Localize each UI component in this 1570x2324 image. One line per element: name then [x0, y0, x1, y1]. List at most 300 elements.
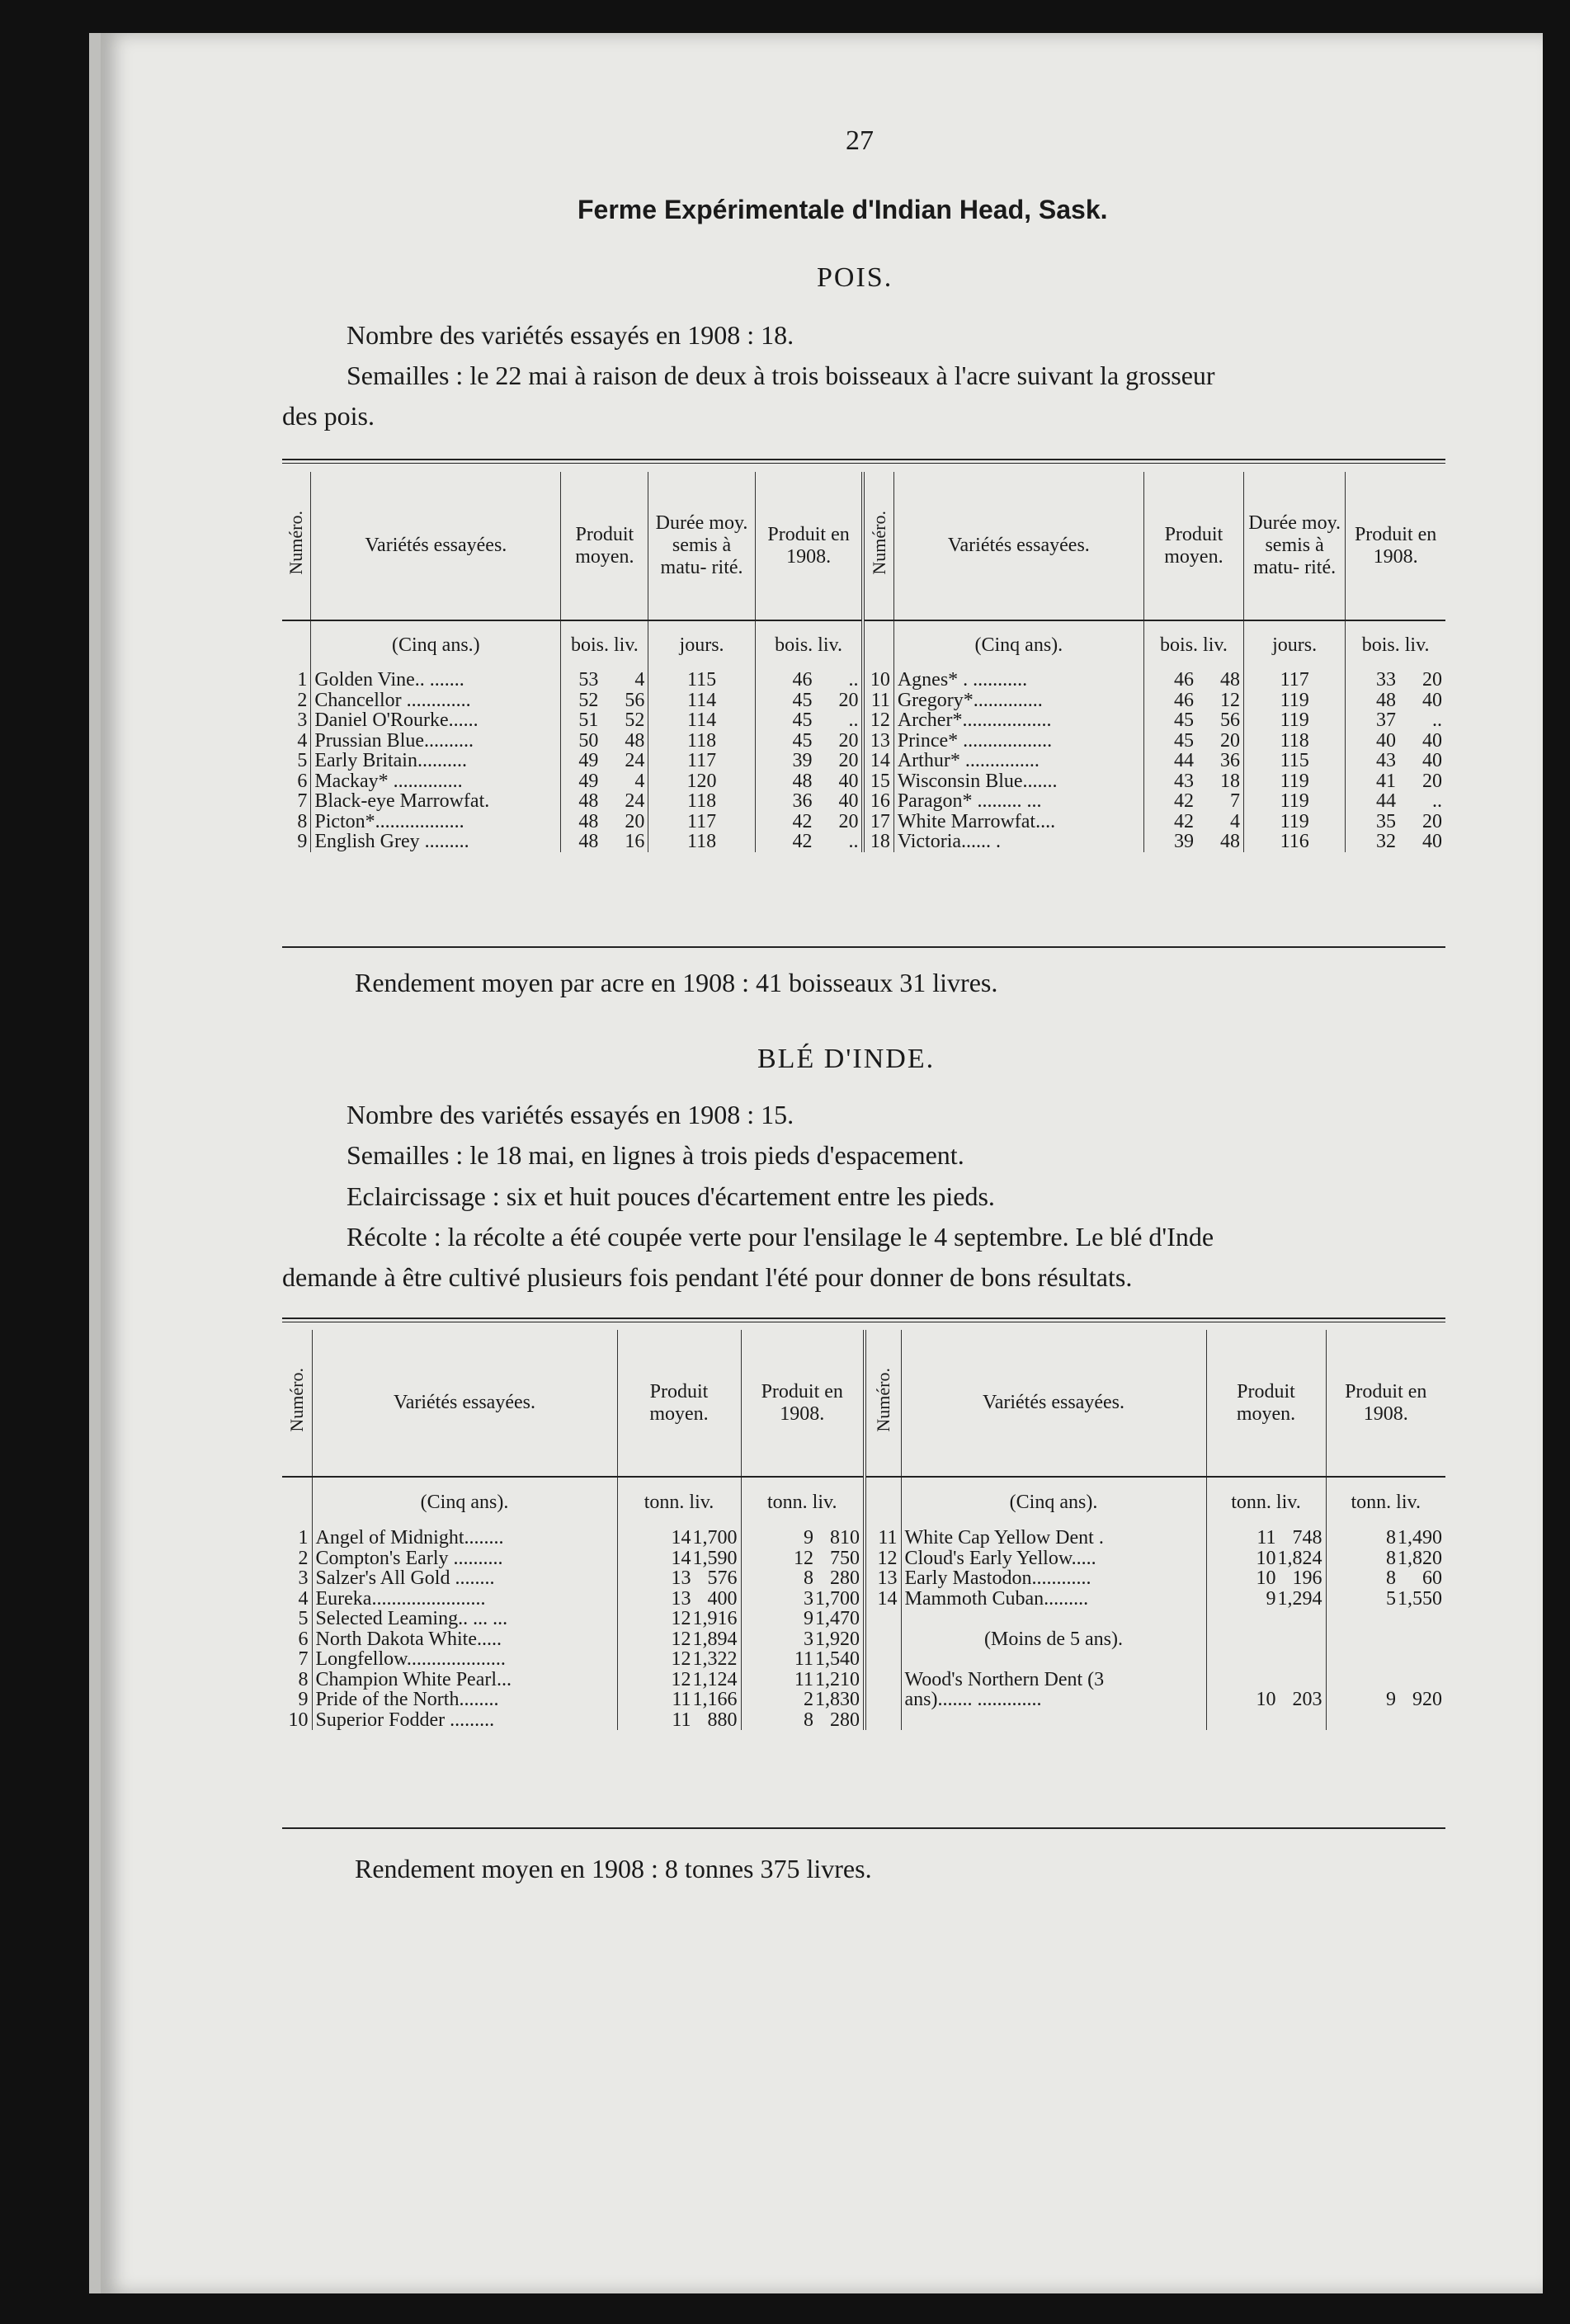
- row-number: 6: [298, 1628, 309, 1650]
- avg-yield-cell-b: 7: [1230, 790, 1241, 812]
- yield-1908-cell-a: 8: [804, 1709, 813, 1731]
- yield-1908-cell-a: 48: [1376, 689, 1396, 711]
- row-number-empty: [865, 1649, 901, 1670]
- yield-1908-cell-b: 810: [830, 1527, 860, 1549]
- avg-yield-cell: [617, 1670, 741, 1690]
- avg-yield-cell: [1143, 812, 1243, 832]
- avg-yield-cell-b: 1,124: [692, 1668, 738, 1690]
- variety-name: Mackay* ..............: [311, 771, 561, 792]
- duration-cell: 117: [648, 751, 755, 771]
- row-number: 7: [297, 790, 308, 812]
- avg-yield-cell: [1143, 791, 1243, 812]
- avg-yield-cell-a: 50: [578, 729, 599, 752]
- table-row: [282, 812, 1445, 832]
- yield-1908-cell-a: 33: [1376, 669, 1396, 691]
- avg-yield-cell-b: 1,322: [692, 1648, 738, 1670]
- subheader-five-years: (Cinq ans).: [312, 1477, 617, 1528]
- corn-harvest-text-cont: demande à être cultivé plusieurs fois pendant l'été pour donner de bons résultats.: [282, 1262, 1133, 1292]
- yield-1908-cell-a: 36: [792, 790, 813, 812]
- variety-name: White Cap Yellow Dent .: [901, 1528, 1206, 1549]
- avg-yield-cell: [1143, 771, 1243, 792]
- avg-yield-cell-a: 49: [578, 750, 599, 771]
- yield-1908-cell: [755, 731, 863, 752]
- row-number: 14: [865, 1589, 901, 1610]
- col-variety-header: Variétés essayées.: [311, 472, 561, 620]
- yield-1908-cell-a: 37: [1376, 709, 1396, 731]
- duration-cell: 118: [648, 791, 755, 812]
- table-row: [282, 1690, 1445, 1710]
- empty-cell: [901, 1710, 1206, 1731]
- corn-table-bottom-rule: [282, 1827, 1445, 1829]
- yield-1908-cell-a: 44: [1376, 790, 1396, 812]
- duration-cell: 115: [1244, 751, 1346, 771]
- avg-yield-cell: [1206, 1528, 1326, 1549]
- yield-1908-cell-a: 9: [804, 1608, 813, 1629]
- col-num-header: Numéro.: [285, 1368, 307, 1432]
- empty-cell: [1206, 1710, 1326, 1731]
- row-number: 5: [298, 1608, 309, 1629]
- avg-yield-cell-b: 20: [1220, 729, 1241, 752]
- yield-1908-cell: [755, 751, 863, 771]
- yield-1908-cell: [1326, 1528, 1445, 1549]
- empty-cell: [1206, 1609, 1326, 1629]
- row-number-empty: [865, 1710, 901, 1731]
- subheader-units: tonn. liv.: [741, 1477, 865, 1528]
- avg-yield-cell-a: 52: [578, 689, 599, 711]
- variety-name: Victoria...... .: [893, 832, 1143, 852]
- col-yield-1908-header-right: Produit en 1908.: [1326, 1330, 1445, 1477]
- corn-harvest-text: Récolte : la récolte a été coupée verte pour l'ensilage le 4 septembre. Le blé d'Inde: [347, 1222, 1214, 1252]
- yield-1908-cell: [1346, 812, 1445, 832]
- table-row: [282, 710, 1445, 731]
- col-duration-header: Durée moy. semis à matu- rité.: [648, 472, 755, 620]
- yield-1908-cell-a: 3: [804, 1628, 813, 1650]
- yield-1908-cell-a: 3: [804, 1587, 813, 1610]
- row-number: 6: [297, 770, 308, 792]
- yield-1908-cell-a: 8: [1386, 1567, 1396, 1589]
- duration-cell: 119: [1244, 791, 1346, 812]
- empty-cell: [1206, 1670, 1326, 1690]
- yield-1908-cell-b: 1,700: [815, 1587, 860, 1610]
- duration-cell: 117: [648, 812, 755, 832]
- yield-1908-cell-b: 1,920: [815, 1628, 860, 1650]
- variety-name: Gregory*..............: [893, 691, 1143, 711]
- yield-1908-cell-b: 920: [1412, 1689, 1442, 1710]
- avg-yield-cell: [617, 1710, 741, 1731]
- avg-yield-cell-b: 56: [625, 689, 645, 711]
- row-number: 4: [298, 1587, 309, 1610]
- variety-name: Agnes* . ...........: [893, 670, 1143, 691]
- avg-yield-cell-b: 1,824: [1277, 1547, 1322, 1569]
- avg-yield-cell-b: 16: [625, 831, 645, 852]
- table-row: [282, 1549, 1445, 1569]
- corn-average-yield: Rendement moyen en 1908 : 8 tonnes 375 livres.: [355, 1854, 872, 1883]
- col-avg-yield-header: Produit moyen.: [561, 472, 648, 620]
- col-variety-header: Variétés essayées.: [312, 1330, 617, 1477]
- avg-yield-cell: [561, 751, 648, 771]
- avg-yield-cell: [617, 1528, 741, 1549]
- row-number-empty: [865, 1629, 901, 1650]
- variety-name: Picton*..................: [311, 812, 561, 832]
- avg-yield-cell-b: 56: [1220, 709, 1241, 731]
- row-number: 13: [863, 731, 893, 752]
- variety-name: Angel of Midnight........: [312, 1528, 617, 1549]
- avg-yield-cell: [1206, 1589, 1326, 1610]
- table-row: [282, 731, 1445, 752]
- yield-1908-cell-b: 280: [830, 1709, 860, 1731]
- avg-yield-cell: [561, 812, 648, 832]
- peas-table-bottom-rule: [282, 946, 1445, 948]
- yield-1908-cell: [1346, 771, 1445, 792]
- row-number: 16: [863, 791, 893, 812]
- row-number: 4: [297, 729, 308, 752]
- row-number-empty: [865, 1609, 901, 1629]
- row-number: 12: [863, 710, 893, 731]
- peas-table-top-rule: [282, 459, 1445, 464]
- avg-yield-cell-b: 1,590: [692, 1547, 738, 1569]
- duration-cell: 115: [648, 670, 755, 691]
- col-variety-header-right: Variétés essayées.: [901, 1330, 1206, 1477]
- row-number-empty: [865, 1690, 901, 1710]
- section-title-corn: BLÉ D'INDE.: [757, 1044, 936, 1074]
- peas-table: [282, 472, 1445, 852]
- variety-name: Superior Fodder .........: [312, 1710, 617, 1731]
- variety-name-woods: Wood's Northern Dent (3: [901, 1670, 1206, 1690]
- variety-name: Cloud's Early Yellow.....: [901, 1549, 1206, 1569]
- variety-name: Paragon* ......... ...: [893, 791, 1143, 812]
- avg-yield-cell-b: 400: [707, 1587, 738, 1610]
- avg-yield-cell: [561, 731, 648, 752]
- avg-yield-cell-b: 18: [1220, 770, 1241, 792]
- variety-name: Archer*..................: [893, 710, 1143, 731]
- yield-1908-cell: [755, 812, 863, 832]
- peas-count-text: Nombre des variétés essayés en 1908 : 18.: [347, 320, 794, 350]
- row-number: 3: [297, 709, 308, 731]
- yield-1908-cell-b: 1,210: [815, 1668, 860, 1690]
- avg-yield-cell-a: 45: [1174, 729, 1195, 752]
- yield-1908-cell-b: 20: [838, 810, 859, 832]
- avg-yield-cell-a: 46: [1174, 689, 1195, 711]
- avg-yield-cell-b: 48: [1220, 669, 1241, 691]
- avg-yield-cell-a: 12: [671, 1608, 691, 1629]
- avg-yield-cell: [561, 771, 648, 792]
- row-number: 14: [863, 751, 893, 771]
- avg-yield-cell-b: 4: [634, 669, 645, 691]
- table-row: [282, 1609, 1445, 1629]
- row-number: 9: [298, 1689, 309, 1710]
- avg-yield-cell: [1143, 670, 1243, 691]
- corn-table-top-rule: [282, 1318, 1445, 1322]
- avg-yield-cell-a: 42: [1174, 790, 1195, 812]
- col-avg-yield-header: Produit moyen.: [617, 1330, 741, 1477]
- row-number: 15: [863, 771, 893, 792]
- yield-1908-cell-b: 1,490: [1398, 1527, 1442, 1549]
- table-row: [282, 1528, 1445, 1549]
- corn-table: [282, 1330, 1445, 1730]
- yield-1908-cell-a: 41: [1376, 770, 1396, 792]
- variety-name: Salzer's All Gold ........: [312, 1568, 617, 1589]
- avg-yield-cell-a: 12: [671, 1648, 691, 1670]
- row-number: 13: [865, 1568, 901, 1589]
- avg-yield-cell-b: 203: [1292, 1689, 1322, 1710]
- variety-name: Arthur* ...............: [893, 751, 1143, 771]
- avg-yield-cell: [1143, 832, 1243, 852]
- avg-yield-cell-b: 1,166: [692, 1689, 738, 1710]
- yield-1908-cell-a: 9: [1386, 1689, 1396, 1710]
- yield-1908-cell-b: 750: [830, 1547, 860, 1569]
- yield-1908-cell-a: 32: [1376, 831, 1396, 852]
- subheader-five-years-right: (Cinq ans).: [901, 1477, 1206, 1528]
- duration-cell: 117: [1244, 670, 1346, 691]
- col-num-header: Numéro.: [285, 511, 307, 575]
- subheader-days: jours.: [1244, 620, 1346, 670]
- row-number: 8: [297, 810, 308, 832]
- yield-1908-cell: [1346, 670, 1445, 691]
- yield-1908-cell: [755, 771, 863, 792]
- yield-1908-cell-a: 42: [792, 810, 813, 832]
- avg-yield-cell-b: 36: [1220, 750, 1241, 771]
- row-number: 5: [297, 750, 308, 771]
- row-number: 1: [297, 669, 308, 691]
- yield-1908-cell-a: 45: [792, 709, 813, 731]
- subheader-units: tonn. liv.: [617, 1477, 741, 1528]
- avg-yield-cell-a: 10: [1256, 1547, 1276, 1569]
- col-yield-1908-header: Produit en 1908.: [741, 1330, 865, 1477]
- yield-1908-cell: [741, 1670, 865, 1690]
- avg-yield-cell-a: 53: [578, 669, 599, 691]
- yield-1908-cell: [1346, 710, 1445, 731]
- empty-cell: [1326, 1670, 1445, 1690]
- yield-1908-cell-a: 42: [792, 831, 813, 852]
- yield-1908-cell-a: 35: [1376, 810, 1396, 832]
- avg-yield-cell: [617, 1629, 741, 1650]
- avg-yield-cell-b: 1,700: [692, 1527, 738, 1549]
- empty-cell: [901, 1609, 1206, 1629]
- avg-yield-cell: [617, 1609, 741, 1629]
- avg-yield-cell-a: 11: [672, 1689, 691, 1710]
- row-number: 10: [288, 1709, 309, 1731]
- row-number: 3: [298, 1567, 309, 1589]
- avg-yield-cell-a: 13: [671, 1567, 691, 1589]
- table-row: [282, 771, 1445, 792]
- yield-1908-cell-b: 1,820: [1398, 1547, 1442, 1569]
- yield-1908-cell: [1346, 691, 1445, 711]
- duration-cell: 119: [1244, 710, 1346, 731]
- row-number: 1: [298, 1527, 309, 1549]
- avg-yield-cell: [561, 691, 648, 711]
- avg-yield-cell-a: 11: [672, 1709, 691, 1731]
- yield-1908-cell-b: 20: [1422, 770, 1442, 792]
- empty-cell: [1206, 1649, 1326, 1670]
- duration-cell: 118: [648, 731, 755, 752]
- avg-yield-cell: [1143, 691, 1243, 711]
- avg-yield-cell-b: 880: [707, 1709, 738, 1731]
- table-row: [282, 832, 1445, 852]
- page-number: 27: [846, 125, 874, 156]
- yield-1908-cell-a: 8: [1386, 1527, 1396, 1549]
- yield-1908-cell-a: 11: [794, 1668, 813, 1690]
- yield-1908-cell: [1326, 1589, 1445, 1610]
- variety-name-woods-cont: ans)....... .............: [901, 1690, 1206, 1710]
- yield-1908-cell-a: 46: [792, 669, 813, 691]
- yield-1908-cell-b: 40: [1422, 750, 1442, 771]
- yield-1908-cell-b: ..: [848, 709, 859, 731]
- avg-yield-cell-a: 12: [671, 1668, 691, 1690]
- duration-cell: 116: [1244, 832, 1346, 852]
- row-number: 8: [298, 1668, 309, 1690]
- yield-1908-cell-b: 280: [830, 1567, 860, 1589]
- yield-1908-cell: [755, 710, 863, 731]
- avg-yield-cell-a: 11: [1256, 1527, 1276, 1549]
- yield-1908-cell-b: 20: [838, 729, 859, 752]
- col-num-header-right: Numéro.: [872, 1368, 893, 1432]
- avg-yield-cell: [617, 1568, 741, 1589]
- avg-yield-cell-a: 48: [578, 831, 599, 852]
- yield-1908-cell-b: 20: [838, 689, 859, 711]
- variety-name: Eureka.......................: [312, 1589, 617, 1610]
- variety-name: Chancellor .............: [311, 691, 561, 711]
- avg-yield-cell: [1206, 1690, 1326, 1710]
- avg-yield-cell-b: 196: [1292, 1567, 1322, 1589]
- subheader-five-years-right: (Cinq ans).: [893, 620, 1143, 670]
- yield-1908-cell: [741, 1589, 865, 1610]
- col-duration-header-right: Durée moy. semis à matu- rité.: [1244, 472, 1346, 620]
- variety-name: Pride of the North........: [312, 1690, 617, 1710]
- yield-1908-cell-b: ..: [1432, 790, 1442, 812]
- variety-name: Early Mastodon............: [901, 1568, 1206, 1589]
- peas-average-yield: Rendement moyen par acre en 1908 : 41 boisseaux 31 livres.: [355, 968, 998, 997]
- yield-1908-cell-b: 40: [1422, 831, 1442, 852]
- row-number: 10: [863, 670, 893, 691]
- row-number: 12: [865, 1549, 901, 1569]
- avg-yield-cell-a: 10: [1256, 1689, 1276, 1710]
- yield-1908-cell-a: 9: [804, 1527, 813, 1549]
- yield-1908-cell: [741, 1568, 865, 1589]
- table-row: [282, 1649, 1445, 1670]
- avg-yield-cell-a: 43: [1174, 770, 1195, 792]
- empty-cell: [901, 1649, 1206, 1670]
- yield-1908-cell: [741, 1609, 865, 1629]
- avg-yield-cell-b: 1,294: [1277, 1587, 1322, 1610]
- empty-cell: [1326, 1710, 1445, 1731]
- avg-yield-cell-a: 51: [578, 709, 599, 731]
- empty-cell: [1326, 1629, 1445, 1650]
- variety-name: English Grey .........: [311, 832, 561, 852]
- row-number: 18: [863, 832, 893, 852]
- yield-1908-cell-b: ..: [848, 831, 859, 852]
- variety-name: Selected Leaming.. ... ...: [312, 1609, 617, 1629]
- variety-name: Prussian Blue..........: [311, 731, 561, 752]
- variety-name: Longfellow....................: [312, 1649, 617, 1670]
- yield-1908-cell: [755, 670, 863, 691]
- yield-1908-cell-b: 60: [1422, 1567, 1442, 1589]
- yield-1908-cell-b: ..: [1432, 709, 1442, 731]
- duration-cell: 120: [648, 771, 755, 792]
- avg-yield-cell-a: 48: [578, 790, 599, 812]
- yield-1908-cell-a: 43: [1376, 750, 1396, 771]
- col-avg-yield-header-right: Produit moyen.: [1143, 472, 1243, 620]
- yield-1908-cell-b: 1,540: [815, 1648, 860, 1670]
- subheader-five-years: (Cinq ans.): [311, 620, 561, 670]
- avg-yield-cell-a: 49: [578, 770, 599, 792]
- avg-yield-cell: [1143, 731, 1243, 752]
- corn-table-body: [282, 1528, 1445, 1730]
- avg-yield-cell-a: 14: [671, 1527, 691, 1549]
- empty-cell: [1326, 1609, 1445, 1629]
- yield-1908-cell-b: 20: [1422, 810, 1442, 832]
- yield-1908-cell: [755, 791, 863, 812]
- subheader-less-than-five-years: (Moins de 5 ans).: [901, 1629, 1206, 1650]
- row-number: 2: [298, 1547, 309, 1569]
- corn-thinning-text: Eclaircissage : six et huit pouces d'écartement entre les pieds.: [347, 1181, 995, 1211]
- yield-1908-cell: [1346, 751, 1445, 771]
- avg-yield-cell: [1143, 710, 1243, 731]
- avg-yield-cell-b: 24: [625, 790, 645, 812]
- peas-sowing-text: Semailles : le 22 mai à raison de deux à trois boisseaux à l'acre suivant la grosseur: [347, 361, 1215, 390]
- variety-name: Mammoth Cuban.........: [901, 1589, 1206, 1610]
- duration-cell: 114: [648, 710, 755, 731]
- avg-yield-cell-b: 576: [707, 1567, 738, 1589]
- avg-yield-cell: [561, 791, 648, 812]
- avg-yield-cell-a: 48: [578, 810, 599, 832]
- yield-1908-cell-b: 40: [1422, 729, 1442, 752]
- yield-1908-cell-a: 48: [792, 770, 813, 792]
- yield-1908-cell: [1326, 1690, 1445, 1710]
- subheader-units: bois. liv.: [561, 620, 648, 670]
- yield-1908-cell-a: 40: [1376, 729, 1396, 752]
- yield-1908-cell: [741, 1710, 865, 1731]
- table-row: [282, 670, 1445, 691]
- row-number: 11: [865, 1528, 901, 1549]
- yield-1908-cell-a: 8: [804, 1567, 813, 1589]
- table-row: [282, 751, 1445, 771]
- avg-yield-cell: [561, 710, 648, 731]
- yield-1908-cell-b: 40: [1422, 689, 1442, 711]
- avg-yield-cell: [617, 1589, 741, 1610]
- yield-1908-cell: [755, 832, 863, 852]
- subheader-units: tonn. liv.: [1326, 1477, 1445, 1528]
- yield-1908-cell-a: 2: [804, 1689, 813, 1710]
- yield-1908-cell: [755, 691, 863, 711]
- corn-sowing-text: Semailles : le 18 mai, en lignes à trois pieds d'espacement.: [347, 1140, 964, 1170]
- yield-1908-cell-a: 45: [792, 689, 813, 711]
- avg-yield-cell-b: 52: [625, 709, 645, 731]
- avg-yield-cell-a: 39: [1174, 831, 1195, 852]
- subheader-days: jours.: [648, 620, 755, 670]
- duration-cell: 114: [648, 691, 755, 711]
- yield-1908-cell: [741, 1528, 865, 1549]
- avg-yield-cell-b: 24: [625, 750, 645, 771]
- yield-1908-cell-b: 1,830: [815, 1689, 860, 1710]
- col-num-header-right: Numéro.: [868, 511, 889, 575]
- col-yield-1908-header-right: Produit en 1908.: [1346, 472, 1445, 620]
- yield-1908-cell-b: 1,550: [1398, 1587, 1442, 1610]
- yield-1908-cell: [1346, 832, 1445, 852]
- row-number: 2: [297, 689, 308, 711]
- table-row: [282, 1629, 1445, 1650]
- corn-count-text: Nombre des variétés essayés en 1908 : 15.: [347, 1100, 794, 1129]
- variety-name: North Dakota White.....: [312, 1629, 617, 1650]
- variety-name: Wisconsin Blue.......: [893, 771, 1143, 792]
- yield-1908-cell-b: 40: [838, 790, 859, 812]
- yield-1908-cell: [741, 1549, 865, 1569]
- duration-cell: 119: [1244, 812, 1346, 832]
- avg-yield-cell: [1143, 751, 1243, 771]
- col-avg-yield-header-right: Produit moyen.: [1206, 1330, 1326, 1477]
- avg-yield-cell: [561, 670, 648, 691]
- yield-1908-cell-a: 8: [1386, 1547, 1396, 1569]
- duration-cell: 119: [1244, 771, 1346, 792]
